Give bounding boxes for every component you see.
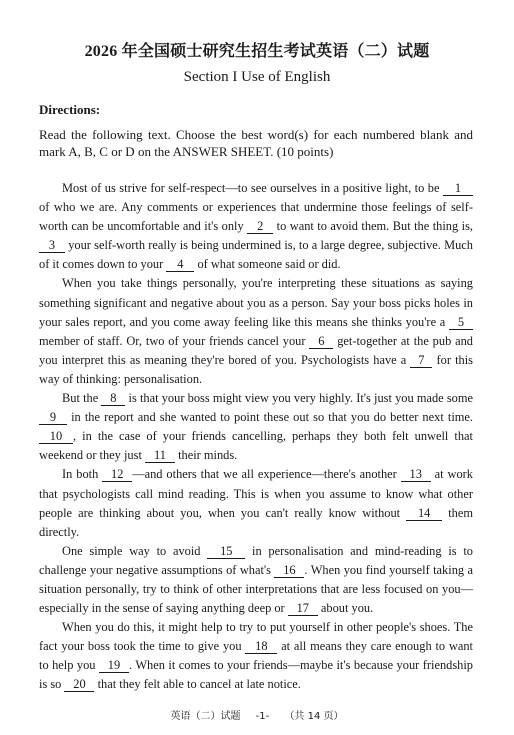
blank-13: 13 bbox=[401, 468, 431, 482]
blank-16: 16 bbox=[274, 564, 304, 578]
footer-total-pages: （共 14 页） bbox=[284, 711, 344, 722]
blank-14: 14 bbox=[406, 507, 442, 521]
blank-9: 9 bbox=[39, 411, 67, 425]
blank-15: 15 bbox=[207, 545, 245, 559]
passage-text: about you. bbox=[317, 601, 374, 616]
passage-text: Most of us strive for self-respect—to see ourselves in a positive light, to be bbox=[62, 181, 443, 195]
blank-11: 11 bbox=[145, 449, 175, 463]
passage-text: member of staff. Or, two of your friends cancel your bbox=[39, 333, 310, 348]
passage-text: of who we are. Any comments or experiences that undermine those feelings of self-worth can be uncomfortable and it's only bbox=[39, 200, 473, 234]
passage-text: in the report and she wanted to point these out so that you do better next time. bbox=[67, 410, 473, 425]
passage-text: them directly. bbox=[39, 505, 474, 539]
directions-text: Read the following text. Choose the best word(s) for each numbered blank and mark A, B, C or D on the ANSWER SHEET. (10 points) bbox=[39, 127, 473, 159]
passage-text: One simple way to avoid bbox=[62, 543, 208, 558]
paragraph-1 bbox=[39, 179, 473, 274]
passage-text: at all means they care enough to want to help you bbox=[39, 639, 473, 673]
blank-1: 1 bbox=[443, 182, 473, 196]
page-footer bbox=[0, 707, 514, 722]
passage-text: for this way of thinking: personalisation. bbox=[39, 352, 474, 386]
blank-10: 10 bbox=[39, 430, 73, 444]
exam-title: 2026 年全国硕士研究生招生考试英语（二）试题 bbox=[84, 43, 430, 60]
passage-text: at work that psychologists call mind reading. This is when you assume to know what other people are thinking about you, when you can't really know without bbox=[39, 467, 474, 520]
passage-text: in personalisation and mind-reading is to challenge your negative assumptions of what's bbox=[39, 543, 473, 577]
passage-text: When you do this, it might help to try to put yourself in other people's shoes. The fact your boss took the time to give you bbox=[39, 620, 473, 654]
passage-text: In both bbox=[62, 467, 103, 482]
paragraph-3 bbox=[39, 389, 473, 465]
passage-text: your self-worth really is being undermined is, to a large degree, subjective. Much of it comes down to your bbox=[39, 238, 473, 272]
directions-heading: Directions: bbox=[39, 102, 101, 117]
passage-text: their minds. bbox=[174, 448, 238, 463]
passage-text: . When you find yourself taking a situation personally, try to think of other interpretations that are less focused on you—especially in the sense of saying anything deep or bbox=[39, 562, 473, 616]
passage-text: to want to avoid them. But the thing is, bbox=[273, 219, 473, 234]
passage-text: —and others that we all experience—there's another bbox=[132, 467, 401, 482]
passage bbox=[39, 179, 473, 695]
passage-text: is that your boss might view you very highly. It's just you made some bbox=[125, 391, 473, 406]
footer-page-number: -1- bbox=[255, 711, 270, 722]
passage-text: that they felt able to cancel at late notice. bbox=[94, 677, 301, 692]
blank-20: 20 bbox=[64, 678, 94, 692]
passage-text: of what someone said or did. bbox=[194, 257, 341, 272]
blank-17: 17 bbox=[288, 602, 318, 616]
blank-7: 7 bbox=[410, 354, 432, 368]
blank-2: 2 bbox=[247, 220, 273, 234]
passage-text: But the bbox=[62, 391, 102, 406]
blank-12: 12 bbox=[102, 468, 132, 482]
blank-18: 18 bbox=[245, 640, 277, 654]
paragraph-4 bbox=[39, 465, 473, 541]
footer-subject: 英语（二）试题 bbox=[170, 711, 241, 722]
section-title: Section I Use of English bbox=[183, 69, 331, 85]
blank-6: 6 bbox=[309, 335, 333, 349]
blank-8: 8 bbox=[101, 392, 125, 406]
blank-3: 3 bbox=[39, 239, 65, 253]
passage-text: When you take things personally, you're interpreting these situations as saying something significant and negative about you as a person. Say your boss picks holes in your sales report, and you come away feeling like this means she thinks you're a bbox=[39, 276, 473, 329]
blank-5: 5 bbox=[449, 316, 473, 330]
paragraph-5 bbox=[39, 542, 473, 618]
blank-4: 4 bbox=[166, 258, 194, 272]
passage-text: get-together at the pub and you interpret this as meaning they're bored of you. Psychologists have a bbox=[39, 333, 473, 367]
blank-19: 19 bbox=[99, 659, 129, 673]
paragraph-6 bbox=[39, 618, 473, 694]
paragraph-2 bbox=[39, 274, 473, 389]
passage-text: , in the case of your friends cancelling, perhaps they both felt unwell that weekend or they just bbox=[39, 429, 473, 463]
passage-text: . When it comes to your friends—maybe it's because your friendship is so bbox=[39, 658, 473, 692]
